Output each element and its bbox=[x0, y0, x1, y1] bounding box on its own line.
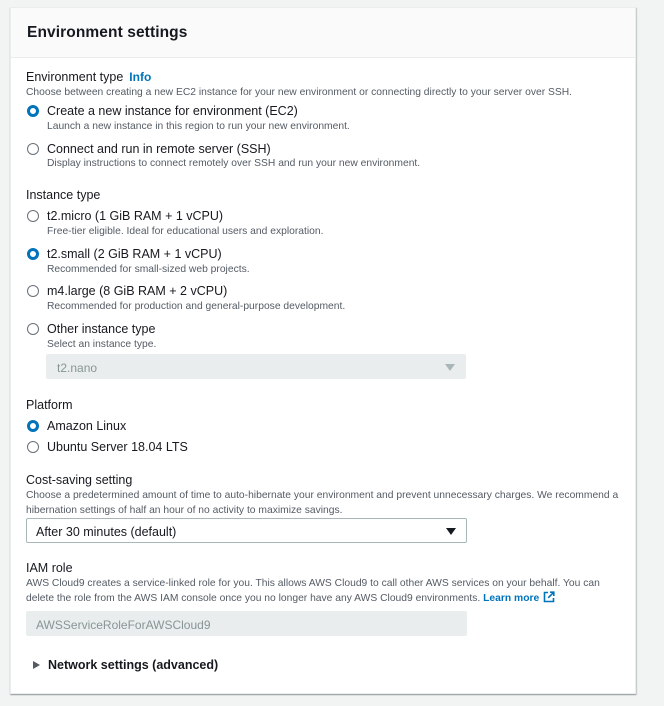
option-m4-large-title[interactable]: m4.large (8 GiB RAM + 2 vCPU) bbox=[47, 284, 228, 298]
radio-t2-small[interactable] bbox=[27, 248, 39, 260]
cost-saving-select[interactable] bbox=[26, 518, 467, 543]
option-t2-micro-title[interactable]: t2.micro (1 GiB RAM + 1 vCPU) bbox=[47, 209, 224, 223]
radio-other-instance-type[interactable] bbox=[27, 323, 39, 335]
environment-type-info-link[interactable]: Info bbox=[129, 70, 152, 84]
other-instance-type-select-value: t2.nano bbox=[57, 361, 98, 375]
radio-create-new-instance[interactable] bbox=[27, 105, 39, 117]
option-other-instance-type-description: Select an instance type. bbox=[47, 339, 157, 350]
environment-type-description: Choose between creating a new EC2 instance for your new environment or connecting directly to your server over SSH. bbox=[26, 87, 573, 98]
learn-more-link[interactable]: Learn more bbox=[483, 593, 540, 604]
chevron-down-icon bbox=[445, 364, 455, 371]
option-connect-remote-ssh-description: Display instructions to connect remotely over SSH and run your new environment. bbox=[47, 158, 421, 169]
caret-right-icon bbox=[33, 661, 40, 669]
radio-t2-micro[interactable] bbox=[27, 210, 39, 222]
iam-role-field bbox=[26, 611, 467, 636]
cost-saving-description: Choose a predetermined amount of time to auto-hibernate your environment and prevent unnecessary charges. We recommend a hibernation settings of half an hour of no activity to maximize savings. bbox=[26, 490, 619, 516]
radio-ubuntu-server[interactable] bbox=[27, 441, 39, 453]
option-create-new-instance-title[interactable]: Create a new instance for environment (EC2) bbox=[47, 104, 298, 118]
option-amazon-linux-title[interactable]: Amazon Linux bbox=[47, 419, 127, 433]
cost-saving-select-value: After 30 minutes (default) bbox=[36, 525, 177, 539]
option-create-new-instance-description: Launch a new instance in this region to run your new environment. bbox=[47, 121, 350, 132]
panel-header bbox=[11, 8, 635, 58]
external-link-icon[interactable] bbox=[543, 591, 555, 603]
option-m4-large-description: Recommended for production and general-purpose development. bbox=[47, 301, 346, 312]
chevron-down-icon bbox=[446, 528, 456, 535]
environment-type-label: Environment type Info bbox=[26, 70, 152, 84]
other-instance-type-select bbox=[46, 354, 466, 379]
platform-label: Platform bbox=[26, 398, 73, 412]
iam-role-label: IAM role bbox=[26, 561, 73, 575]
instance-type-label: Instance type bbox=[26, 188, 101, 202]
option-t2-small-title[interactable]: t2.small (2 GiB RAM + 1 vCPU) bbox=[47, 247, 222, 261]
iam-role-description: AWS Cloud9 creates a service-linked role for you. This allows AWS Cloud9 to call other AWS services on your behalf. You can delete the role from the AWS IAM console once you no longer have any AWS Cloud9 environments. Learn more bbox=[26, 578, 600, 604]
option-t2-micro-description: Free-tier eligible. Ideal for educational users and exploration. bbox=[47, 226, 324, 237]
radio-m4-large[interactable] bbox=[27, 285, 39, 297]
option-ubuntu-server-title[interactable]: Ubuntu Server 18.04 LTS bbox=[47, 440, 188, 454]
network-settings-expander[interactable] bbox=[33, 658, 218, 672]
option-other-instance-type-title[interactable]: Other instance type bbox=[47, 322, 156, 336]
iam-role-value: AWSServiceRoleForAWSCloud9 bbox=[36, 618, 211, 632]
network-settings-label: Network settings (advanced) bbox=[48, 658, 219, 672]
option-connect-remote-ssh-title[interactable]: Connect and run in remote server (SSH) bbox=[47, 142, 271, 156]
panel-title: Environment settings bbox=[27, 24, 188, 41]
radio-amazon-linux[interactable] bbox=[27, 420, 39, 432]
cost-saving-label: Cost-saving setting bbox=[26, 473, 133, 487]
option-t2-small-description: Recommended for small-sized web projects. bbox=[47, 264, 250, 275]
radio-connect-remote-ssh[interactable] bbox=[27, 143, 39, 155]
